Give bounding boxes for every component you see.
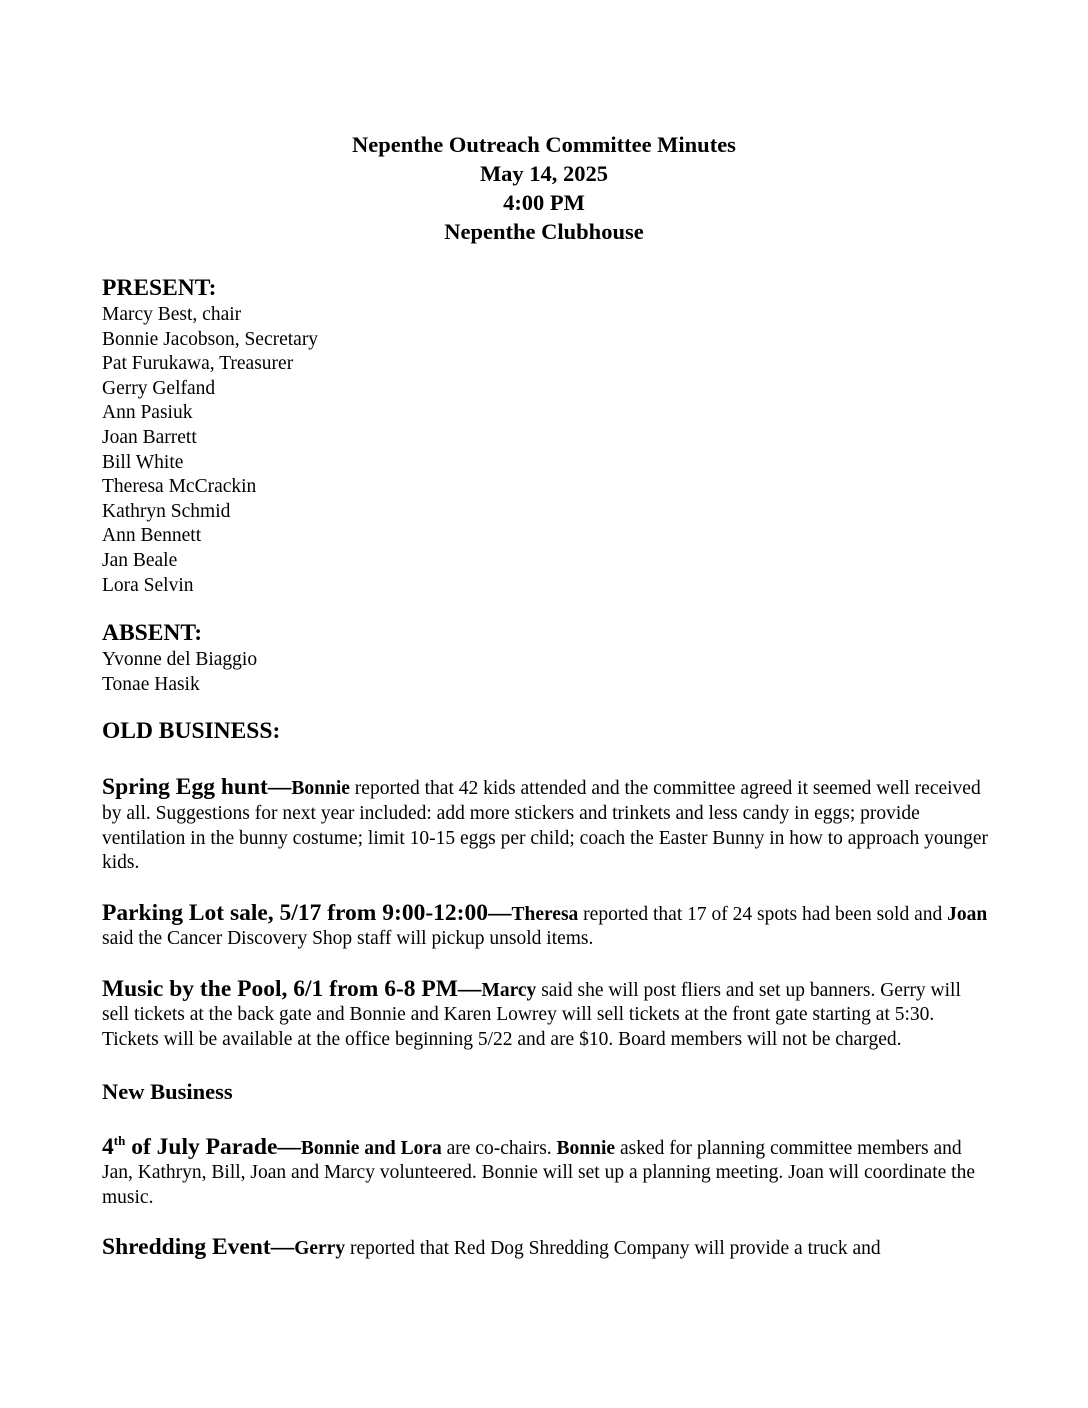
- parade-text-2: asked for planning committee members and Jan, Kathryn, Bill, Joan and Marcy volunteered. Bonnie will set up a planning meeting. Joan will coordinate the music.: [102, 1137, 975, 1208]
- header-date: May 14, 2025: [479, 161, 609, 186]
- shredding-heading: Shredding Event—: [102, 1234, 295, 1261]
- egg-hunt-heading: Spring Egg hunt—: [102, 774, 292, 801]
- present-title: PRESENT:: [102, 275, 217, 301]
- parking-lot-heading: Parking Lot sale, 5/17 from 9:00-12:00—: [102, 899, 512, 926]
- parade-item: [102, 1132, 992, 1211]
- music-pool-item: [102, 977, 992, 1053]
- music-pool-heading: Music by the Pool, 6/1 from 6-8 PM—: [102, 975, 482, 1002]
- absent-title: ABSENT:: [102, 620, 203, 647]
- parade-heading-ordinal: th: [113, 1132, 126, 1148]
- shredding-item: [102, 1235, 992, 1262]
- parade-chairs: Bonnie and Lora: [300, 1137, 442, 1159]
- parking-lot-text-2: said the Cancer Discovery Shop staff will pickup unsold items.: [102, 928, 594, 950]
- absent-list: [102, 648, 992, 697]
- absent-name: Tonae Hasik: [102, 673, 200, 695]
- present-name: Ann Pasiuk: [102, 402, 193, 424]
- present-list: [102, 303, 992, 598]
- present-name: Joan Barrett: [102, 426, 197, 448]
- present-name: Bill White: [102, 451, 184, 473]
- present-name: Ann Bennett: [102, 525, 202, 547]
- shredding-text: reported that Red Dog Shredding Company will provide a truck and: [345, 1238, 881, 1260]
- parking-lot-reporter-2: Joan: [947, 903, 988, 925]
- present-name: Gerry Gelfand: [102, 377, 216, 399]
- music-pool-reporter: Marcy: [481, 979, 537, 1001]
- parking-lot-reporter: Theresa: [511, 903, 579, 925]
- minutes-body: [102, 273, 992, 1262]
- header-time: 4:00 PM: [503, 190, 585, 215]
- parade-reporter: Bonnie: [556, 1137, 616, 1159]
- header-title: Nepenthe Outreach Committee Minutes: [352, 132, 736, 157]
- present-name: Bonnie Jacobson, Secretary: [102, 328, 319, 350]
- new-business-title: New Business: [102, 1078, 233, 1104]
- shredding-reporter: Gerry: [294, 1238, 346, 1260]
- egg-hunt-item: [102, 775, 992, 875]
- parade-heading-rest: of July Parade—: [125, 1133, 301, 1160]
- parking-lot-text: reported that 17 of 24 spots had been sold and: [578, 903, 948, 925]
- parade-text: are co-chairs.: [441, 1137, 557, 1159]
- music-pool-text: said she will post fliers and set up banners. Gerry will sell tickets at the back gate and Bonnie and Karen Lowrey will sell tickets at the front gate starting at 5:30. Tickets will be available at the office beginning 5/22 and are $10. Board members will not be charged.: [102, 979, 961, 1051]
- egg-hunt-reporter: Bonnie: [291, 778, 350, 800]
- present-name: Pat Furukawa, Treasurer: [102, 353, 294, 375]
- present-name: Jan Beale: [102, 549, 178, 571]
- old-business-title: OLD BUSINESS:: [102, 718, 281, 745]
- egg-hunt-text: reported that 42 kids attended and the committee agreed it seemed well received by all. Suggestions for next year included: add more stickers and trinkets and less candy in eggs; provide ventilation in the bunny costume; limit 10-15 eggs per child; coach the Easter Bunny in how to approach younger kids.: [102, 778, 988, 874]
- header-location: Nepenthe Clubhouse: [444, 219, 644, 244]
- parade-heading: [102, 1134, 301, 1160]
- present-name: Theresa McCrackin: [102, 476, 257, 498]
- absent-name: Yvonne del Biaggio: [102, 649, 258, 671]
- present-name: Marcy Best, chair: [102, 304, 242, 325]
- parade-heading-number: 4: [102, 1133, 114, 1160]
- document-header: [0, 130, 1088, 246]
- parking-lot-item: [102, 901, 992, 952]
- present-name: Lora Selvin: [102, 574, 194, 596]
- present-name: Kathryn Schmid: [102, 500, 231, 522]
